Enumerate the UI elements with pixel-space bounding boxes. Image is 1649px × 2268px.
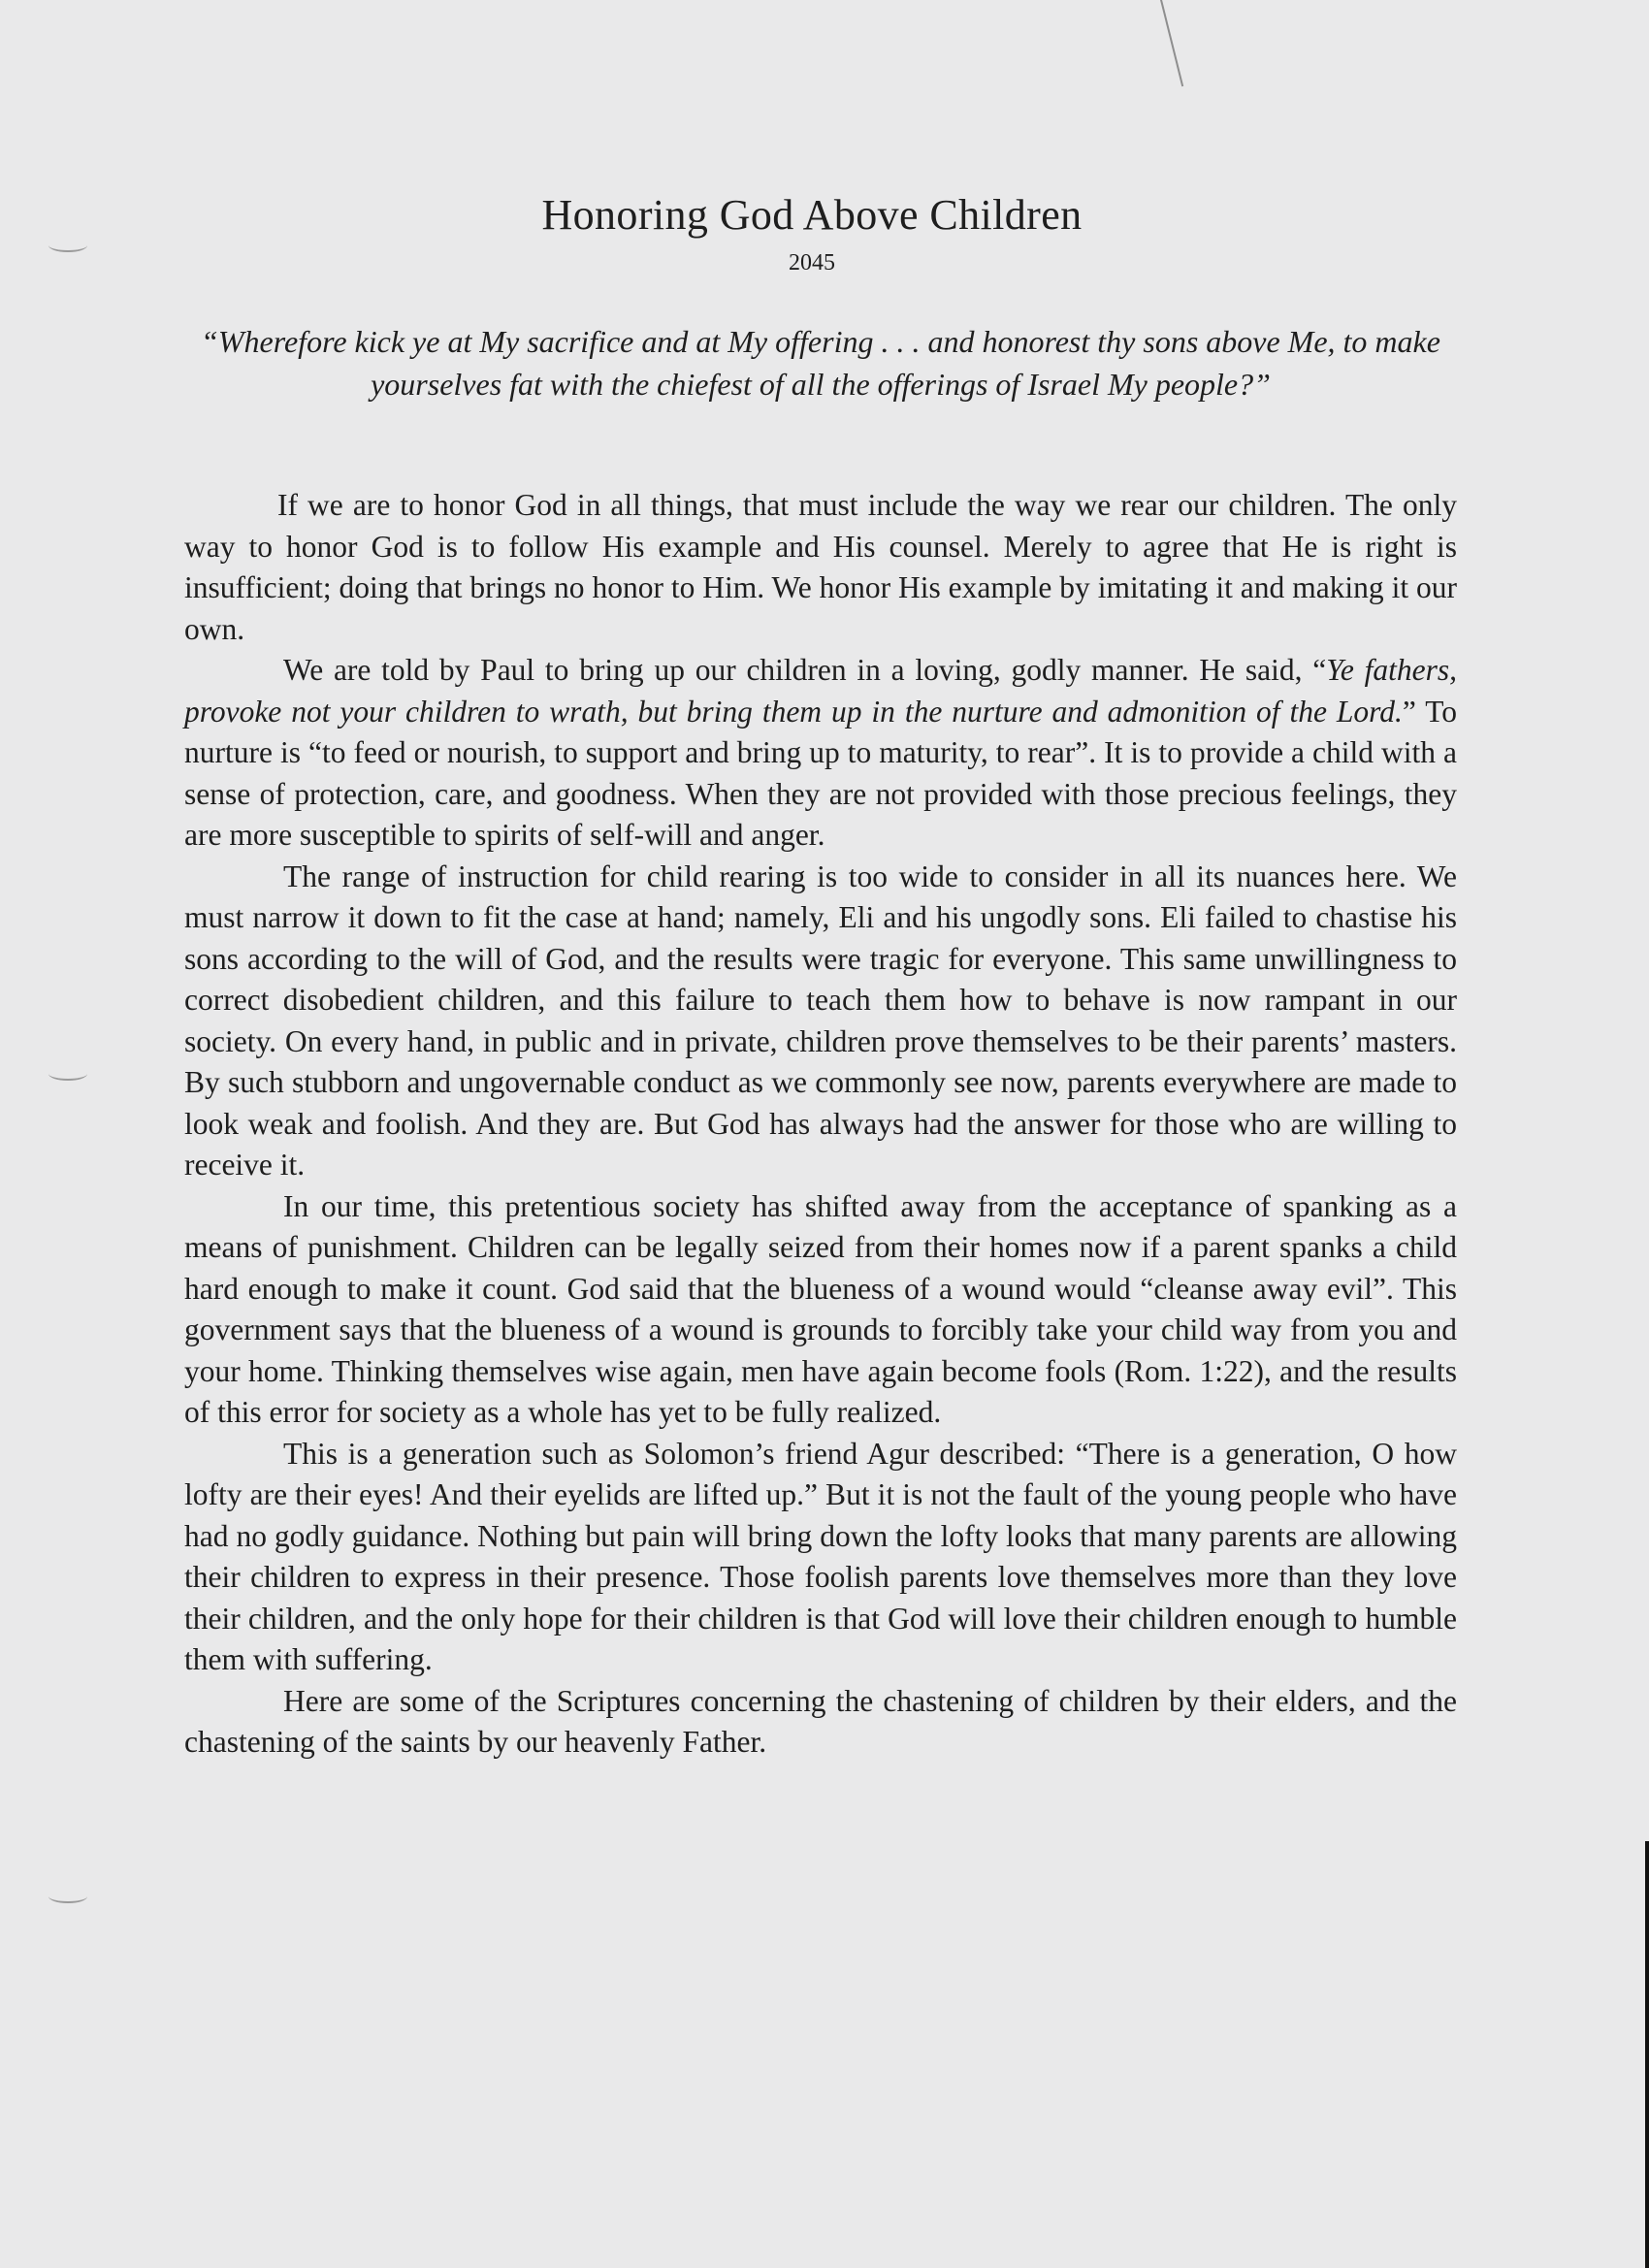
paragraph-2-lead: We are told by Paul to bring up our children in a loving, godly manner. He said, “ xyxy=(283,653,1327,687)
paragraph-6: Here are some of the Scriptures concerning the chastening of children by their elders, and the chastening of the saints by our heavenly Father. xyxy=(184,1683,1457,1759)
punch-hole-mark-bottom xyxy=(48,1890,87,1903)
scan-artifact-line xyxy=(1160,0,1183,86)
paragraph-2-scripture-quote: Ye fathers, provoke not your children to wrath, but bring them up in the nurture and admonition of the Lord. xyxy=(184,653,1457,729)
paragraph-5: This is a generation such as Solomon’s friend Agur described: “There is a generation, O how lofty are their eyes! And their eyelids are lifted up.” But it is not the fault of the young people who have had no godly guidance. Nothing but pain will bring down the lofty looks that many parents are allowing their children to express in their presence. Those foolish parents love themselves more than they love their children, and the only hope for their children is that God will love their children enough to humble them with suffering. xyxy=(184,1436,1457,1676)
document-title: Honoring God Above Children xyxy=(541,191,1083,239)
paragraph-1: If we are to honor God in all things, that must include the way we rear our children. The only way to honor God is to follow His example and His counsel. Merely to agree that He is right is insufficient; doing that brings no honor to Him. We honor His example by imitating it and making it our own. xyxy=(184,488,1457,646)
paragraph-3: The range of instruction for child rearing is too wide to consider in all its nuances here. We must narrow it down to fit the case at hand; namely, Eli and his ungodly sons. Eli failed to chastise his sons according to the will of God, and the results were tragic for everyone. This same unwillingness to correct disobedient children, and this failure to teach them how to behave is now rampant in our society. On every hand, in public and in private, children prove themselves to be their parents’ masters. By such stubborn and ungovernable conduct as we commonly see now, parents everywhere are made to look weak and foolish. And they are. But God has always had the answer for those who are willing to receive it. xyxy=(184,859,1457,1182)
paragraph-4: In our time, this pretentious society has shifted away from the acceptance of spanking as a means of punishment. Children can be legally seized from their homes now if a parent spanks a child hard enough to make it count. God said that the blueness of a wound would “cleanse away evil”. This government says that the blueness of a wound is grounds to forcibly take your child way from you and your home. Thinking themselves wise again, men have again become fools (Rom. 1:22), and the results of this error for society as a whole has yet to be fully realized. xyxy=(184,1188,1457,1429)
document-number: 2045 xyxy=(789,250,835,275)
body-text xyxy=(184,485,1457,1764)
paragraph-2 xyxy=(184,650,1457,857)
epigraph-quote: “Wherefore kick ye at My sacrifice and at My offering . . . and honorest thy sons above Me, to make yourselves fat with the chiefest of all the offerings of Israel My people?” xyxy=(201,324,1440,402)
scan-edge-shadow xyxy=(1645,1841,1649,2268)
punch-hole-mark-middle xyxy=(48,1067,87,1081)
paragraph-2-rest: ” To nurture is “to feed or nourish, to support and bring up to maturity, to rear”. It is to provide a child with a sense of protection, care, and goodness. When they are not provided with those precious feelings, they are more susceptible to spirits of self-will and anger. xyxy=(184,694,1457,852)
